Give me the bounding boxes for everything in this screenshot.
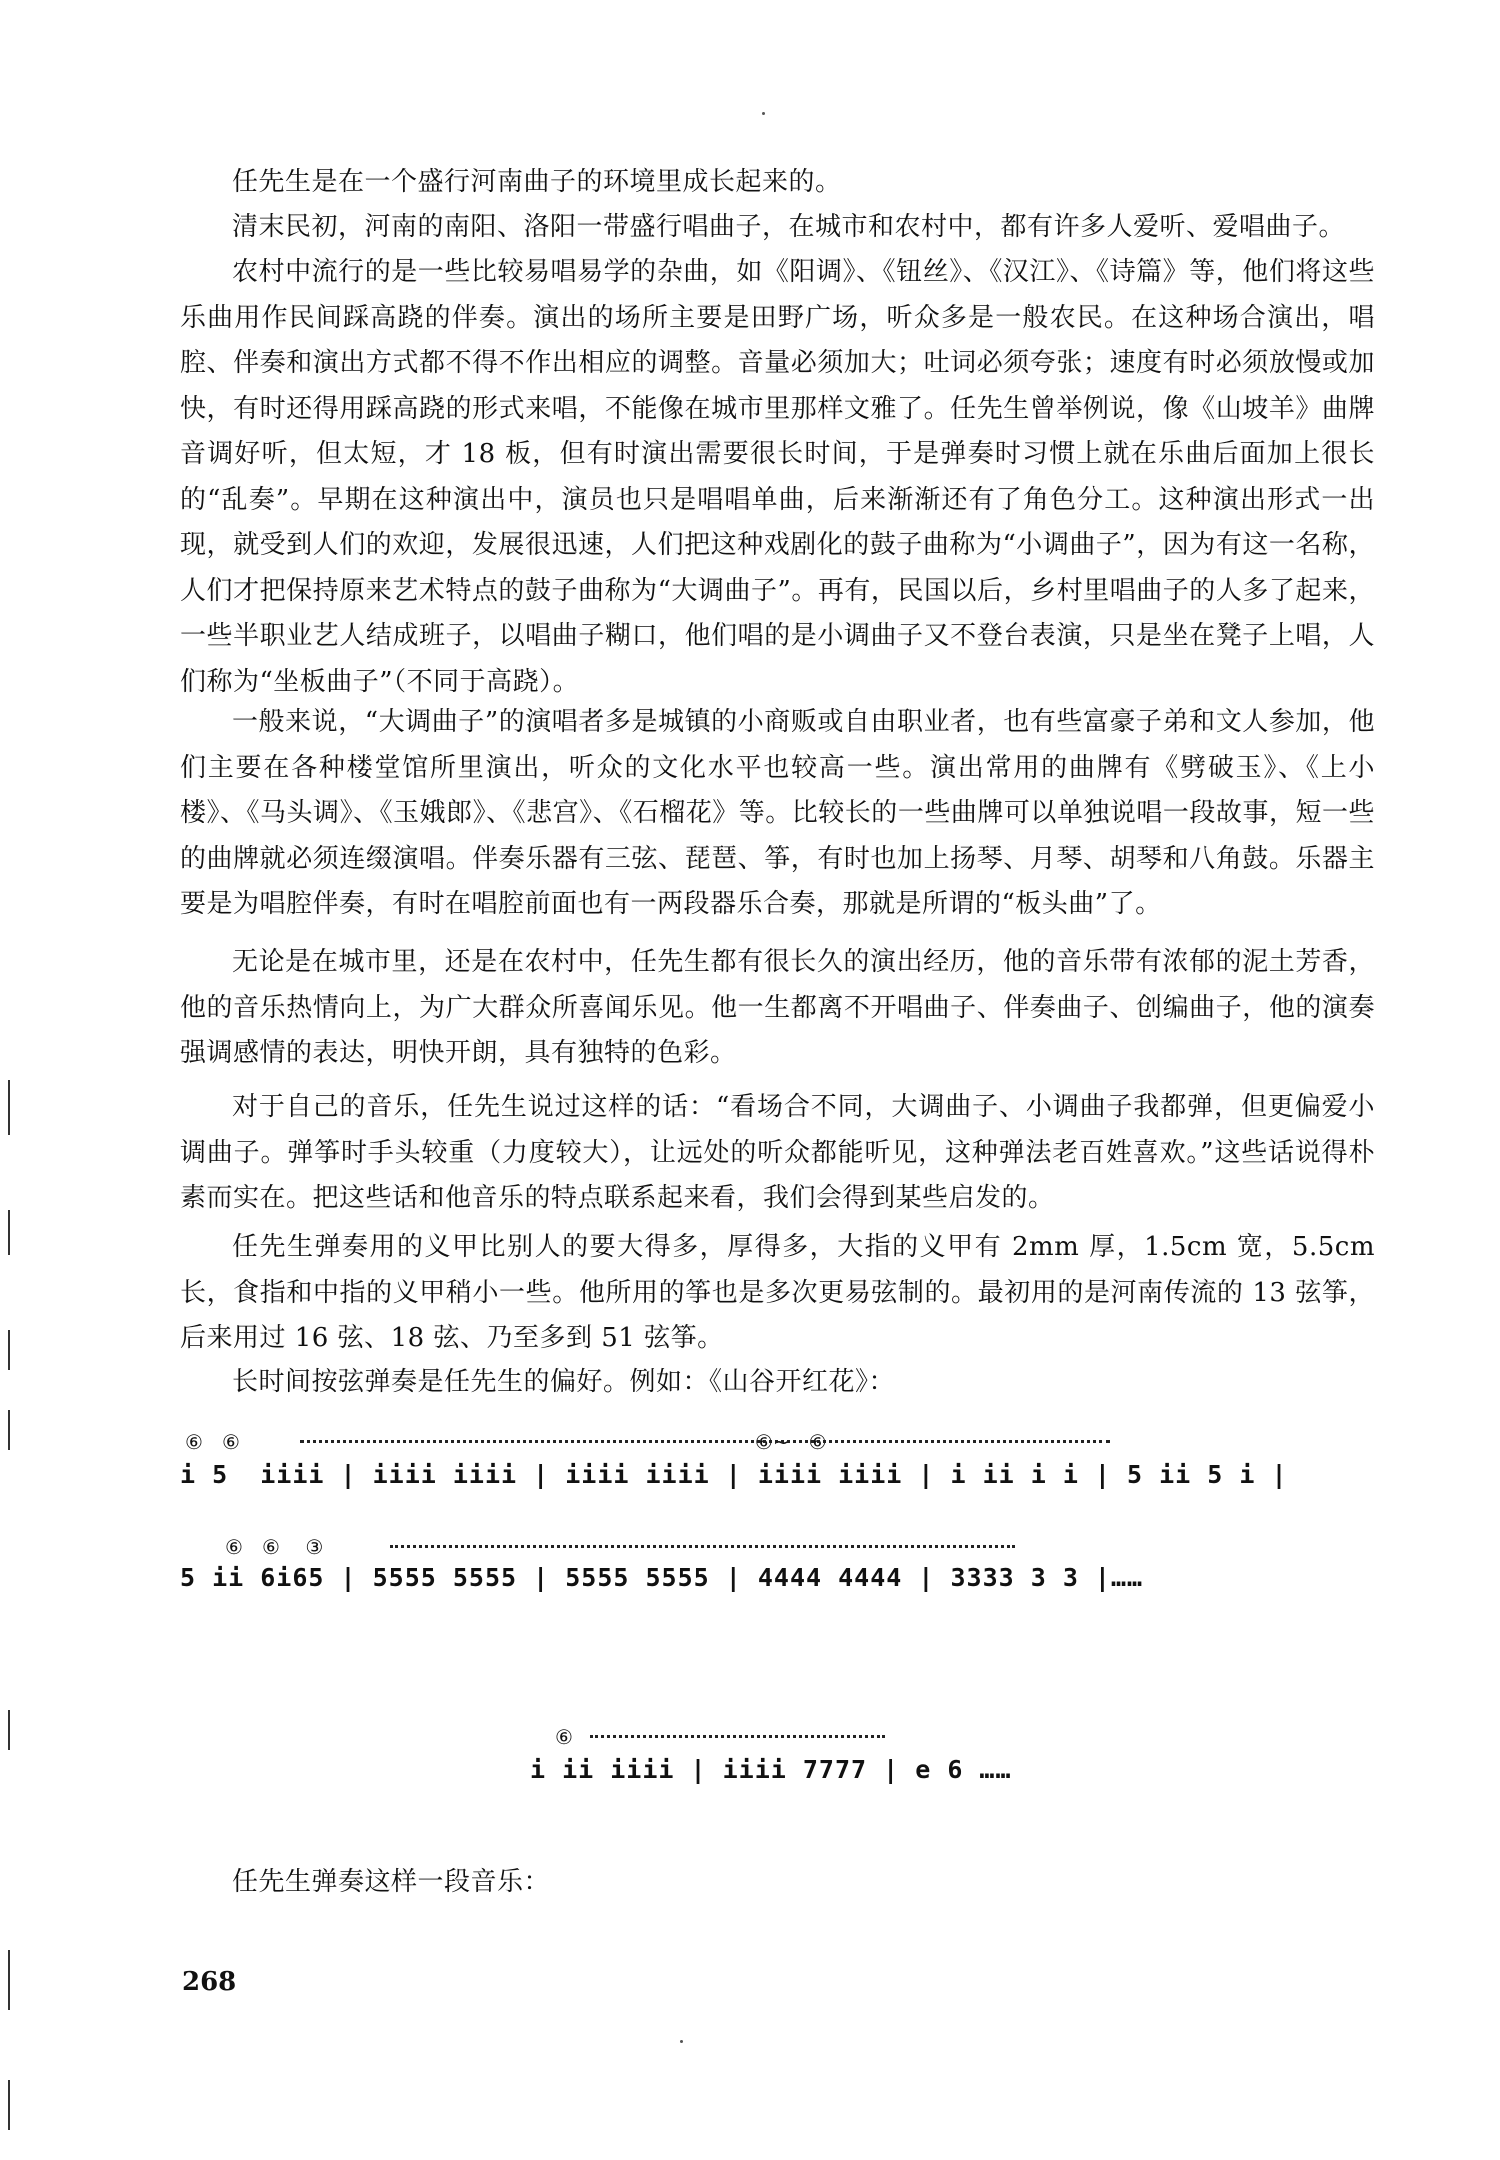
paragraph-7: 任先生弹奏用的义甲比别人的要大得多，厚得多，大指的义甲有 2mm 厚，1.5cm 宽，5.5cm 长，食指和中指的义甲稍小一些。他所用的筝也是多次更易弦制的。最初用的是河南传流的 13 弦筝，后来用过 16 弦、18 弦、乃至多到 51 弦筝。 <box>180 1232 1375 1353</box>
paragraph-8: 长时间按弦弹奏是任先生的偏好。例如：《山谷开红花》： <box>232 1367 896 1397</box>
page-number: 268 <box>182 1967 237 1997</box>
paragraph-2: 清末民初，河南的南阳、洛阳一带盛行唱曲子，在城市和农村中，都有许多人爱听、爱唱曲子。 <box>232 212 1346 242</box>
paragraph-3: 农村中流行的是一些比较易唱易学的杂曲，如《阳调》、《钮丝》、《汉江》、《诗篇》等，他们将这些乐曲用作民间踩高跷的伴奏。演出的场所主要是田野广场，听众多是一般农民。在这种场合演出，唱腔、伴奏和演出方式都不得不作出相应的调整。音量必须加大；吐词必须夸张；速度有时必须放慢或加快，有时还得用踩高跷的形式来唱，不能像在城市里那样文雅了。任先生曾举例说，像《山坡羊》曲牌音调好听，但太短，才 18 板，但有时演出需要很长时间，于是弹奏时习惯上就在乐曲后面加上很长的“乱奏”。早期在这种演出中，演员也只是唱唱单曲，后来渐渐还有了角色分工。这种演出形式一出现，就受到人们的欢迎，发展很迅速，人们把这种戏剧化的鼓子曲称为“小调曲子”，因为有这一名称，人们才把保持原来艺术特点的鼓子曲称为“大调曲子”。再有，民国以后，乡村里唱曲子的人多了起来，一些半职业艺人结成班子，以唱曲子糊口，他们唱的是小调曲子又不登台表演，只是坐在凳子上唱，人们称为“坐板曲子”（不同于高跷）。 <box>180 257 1375 697</box>
vibrato-wave-line <box>300 1440 1110 1449</box>
paragraph-4: 一般来说，“大调曲子”的演唱者多是城镇的小商贩或自由职业者，也有些富豪子弟和文人参加，他们主要在各种楼堂馆所里演出，听众的文化水平也较高一些。演出常用的曲牌有《劈破玉》、《上小楼》、《马头调》、《玉娥郎》、《悲宫》、《石榴花》等。比较长的一些曲牌可以单独说唱一段故事，短一些的曲牌就必须连缀演唱。伴奏乐器有三弦、琵琶、筝，有时也加上扬琴、月琴、胡琴和八角鼓。乐器主要是为唱腔伴奏，有时在唱腔前面也有一两段器乐合奏，那就是所谓的“板头曲”了。 <box>180 707 1375 919</box>
fingering-marks-line-3: ⑥ <box>555 1725 573 1749</box>
notation-line-3: i ii iiii | iiii 7777 | e 6 …… <box>530 1755 1012 1784</box>
scan-dust <box>762 112 765 115</box>
vibrato-wave-line <box>390 1545 1015 1554</box>
paragraph-6: 对于自己的音乐，任先生说过这样的话：“看场合不同，大调曲子、小调曲子我都弹，但更偏爱小调曲子。弹筝时手头较重（力度较大），让远处的听众都能听见，这种弹法老百姓喜欢。”这些话说得朴素而实在。把这些话和他音乐的特点联系起来看，我们会得到某些启发的。 <box>180 1092 1375 1213</box>
scan-margin-mark <box>8 1710 10 1750</box>
paragraph-1: 任先生是在一个盛行河南曲子的环境里成长起来的。 <box>232 167 842 197</box>
fingering-marks-line-2: ⑥ ⑥ ③ <box>225 1535 324 1559</box>
scan-margin-mark <box>8 1410 10 1450</box>
notation-line-2: 5 ii 6i65 | 5555 5555 | 5555 5555 | 4444 4444 | 3333 3 3 |…… <box>180 1563 1144 1592</box>
paragraph-5: 无论是在城市里，还是在农村中，任先生都有很长久的演出经历，他的音乐带有浓郁的泥土芳香，他的音乐热情向上，为广大群众所喜闻乐见。他一生都离不开唱曲子、伴奏曲子、创编曲子，他的演奏强调感情的表达，明快开朗，具有独特的色彩。 <box>180 947 1375 1068</box>
scan-margin-mark <box>8 1950 10 2010</box>
scan-margin-mark <box>8 1330 10 1370</box>
scan-dust <box>680 2040 683 2043</box>
scan-margin-mark <box>8 1210 10 1255</box>
vibrato-wave-line <box>590 1735 885 1744</box>
notation-line-1: i 5 iiii | iiii iiii | iiii iiii | iiii iiii | i ii i i | 5 ii 5 i | <box>180 1460 1288 1489</box>
scan-margin-mark <box>8 2080 10 2130</box>
paragraph-9: 任先生弹奏这样一段音乐： <box>232 1867 551 1897</box>
fingering-marks-line-1: ⑥ ⑥ ⑥~ ⑥ <box>185 1430 827 1454</box>
scan-margin-mark <box>8 1080 10 1135</box>
